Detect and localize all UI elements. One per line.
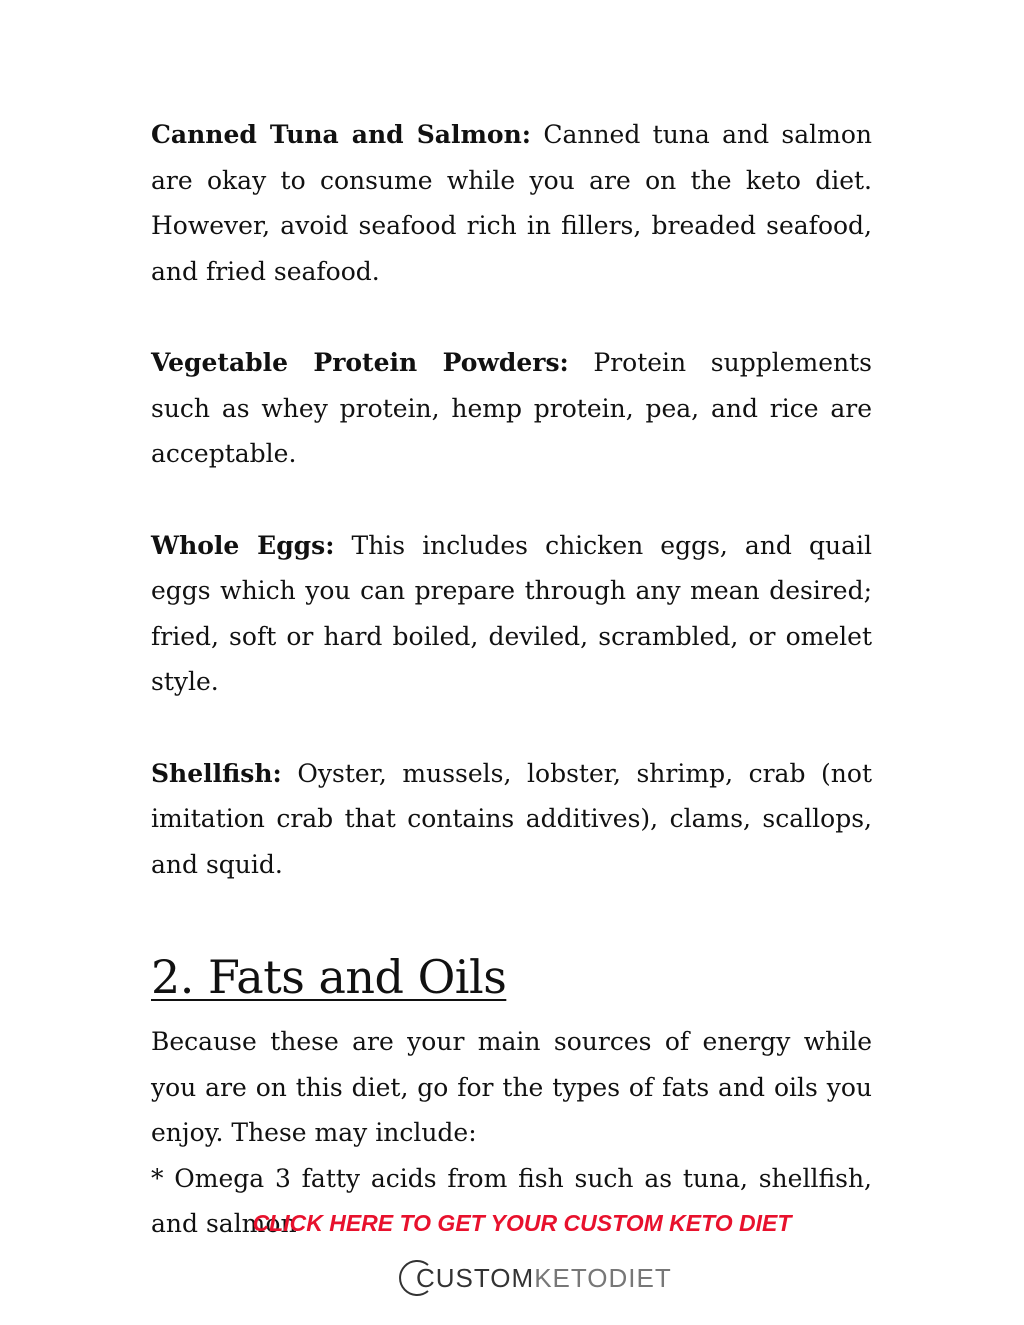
spacer xyxy=(151,477,872,523)
term-protein-powders: Vegetable Protein Powders: xyxy=(151,348,569,377)
custom-keto-diet-logo xyxy=(398,1255,672,1301)
c-circle-logo-icon xyxy=(398,1258,432,1298)
paragraph-whole-eggs xyxy=(151,523,872,705)
term-whole-eggs: Whole Eggs: xyxy=(151,530,335,560)
paragraph-shellfish xyxy=(151,751,872,888)
paragraph-protein-powders xyxy=(151,340,872,477)
bullet-omega-3: * Omega 3 fatty acids from fish such as tuna, shellfish, and salmon xyxy=(151,1163,872,1238)
section-heading-fats-oils: 2. Fats and Oils xyxy=(151,950,507,1004)
logo-text-ketodiet: KETODIET xyxy=(534,1262,672,1293)
paragraph-canned-tuna xyxy=(151,112,872,294)
term-canned-tuna: Canned Tuna and Salmon: xyxy=(151,120,532,149)
text-protein-powders: Protein supplements such as whey protein, hemp protein, pea, and rice are acceptable. xyxy=(151,348,872,468)
custom-keto-diet-link[interactable]: CLICK HERE TO GET YOUR CUSTOM KETO DIET xyxy=(252,1210,792,1236)
text-whole-eggs: This includes chicken eggs, and quail eggs which you can prepare through any mean desired; fried, soft or hard boiled, deviled, scrambled, or omelet style. xyxy=(151,530,872,696)
spacer xyxy=(151,887,872,947)
document-body xyxy=(151,112,872,1247)
text-shellfish: Oyster, mussels, lobster, shrimp, crab (not imitation crab that contains additives), clams, scallops, and squid. xyxy=(151,758,872,879)
paragraph-fats-intro: Because these are your main sources of energy while you are on this diet, go for the types of fats and oils you enjoy. These may include: xyxy=(151,1027,872,1147)
text-canned-tuna: Canned tuna and salmon are okay to consume while you are on the keto diet. However, avoid seafood rich in fillers, breaded seafood, and fried seafood. xyxy=(151,120,872,286)
spacer xyxy=(151,294,872,340)
logo-text-custom: CUSTOM xyxy=(416,1262,535,1293)
spacer xyxy=(151,705,872,751)
term-shellfish: Shellfish: xyxy=(151,758,282,788)
